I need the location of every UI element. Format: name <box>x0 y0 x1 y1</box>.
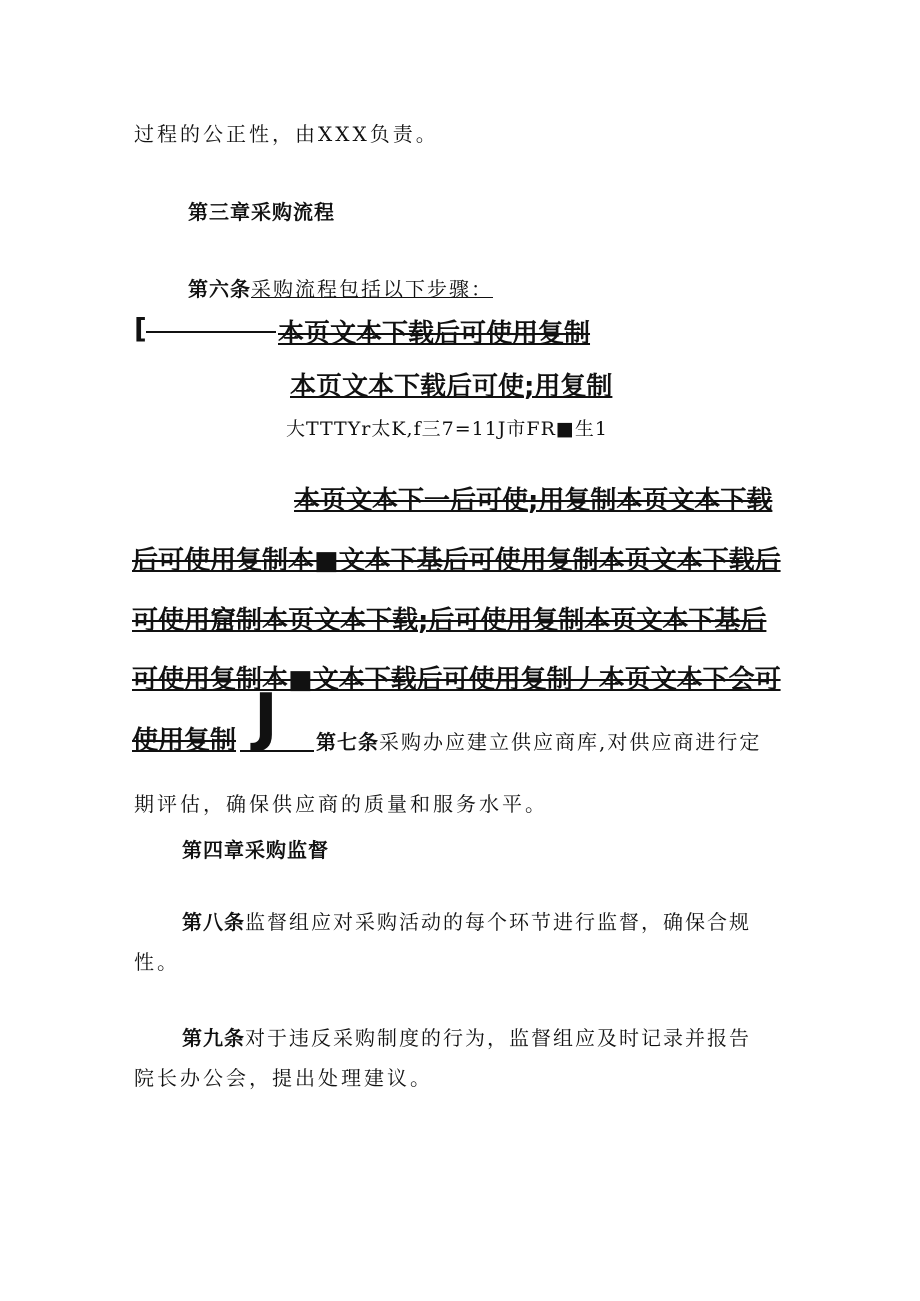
article-8-text-a: 监督组应对采购活动的每个环节进行监督，确保合规 <box>245 910 751 934</box>
j-glyph: J <box>254 681 278 755</box>
article-9-line-1 <box>182 1022 751 1051</box>
article-9-line-2: 院长办公会，提出处理建议。 <box>134 1066 433 1090</box>
watermark-line-2: 本页文本下载后可使;用复制 <box>290 372 613 402</box>
article-7-line-2: 期评估，确保供应商的质量和服务水平。 <box>134 792 548 816</box>
watermark-line-4: 后可使用复制本■文本下基后可使用复制本页文本下载后 <box>132 546 781 576</box>
watermark-line-6: 可使用复制本■文本下载后可使用复制丿本页文本下会可 <box>132 665 781 695</box>
article-8-line-2: 性。 <box>134 950 180 974</box>
chapter-3-title: 第三章采购流程 <box>188 200 335 224</box>
article-6-label: 第六条 <box>188 277 251 301</box>
underline-segment <box>240 750 314 752</box>
watermark-line-5: 可使用窟制本页文本下载;后可使用复制本页文本下基后 <box>132 606 767 636</box>
article-9-text-a: 对于违反采购制度的行为，监督组应及时记录并报告 <box>245 1026 751 1050</box>
chapter-4-title: 第四章采购监督 <box>182 838 329 862</box>
paragraph-1: 过程的公正性，由XXX负责。 <box>134 122 439 146</box>
strike-line-1 <box>146 331 276 333</box>
article-7-line-1 <box>316 726 761 755</box>
watermark-line-7: 使用复制 <box>132 726 237 756</box>
article-7-label: 第七条 <box>316 730 379 754</box>
article-7-text-a: 采购办应建立供应商库,对供应商进行定 <box>379 730 762 754</box>
article-8-label: 第八条 <box>182 910 245 934</box>
watermark-line-3: 本页文本下一后可使;用复制本页文本下载 <box>294 486 773 516</box>
watermark-line-1: 本页文本下载后可使用复制 <box>278 319 591 349</box>
garbled-text: 大TTTYr太K,f三7=11J市FR■生1 <box>286 418 608 440</box>
article-6 <box>188 273 493 302</box>
article-6-text: 采购流程包括以下步骤： <box>251 277 493 301</box>
article-8-line-1 <box>182 906 751 935</box>
bracket-mark: [ <box>134 312 147 345</box>
article-9-label: 第九条 <box>182 1026 245 1050</box>
